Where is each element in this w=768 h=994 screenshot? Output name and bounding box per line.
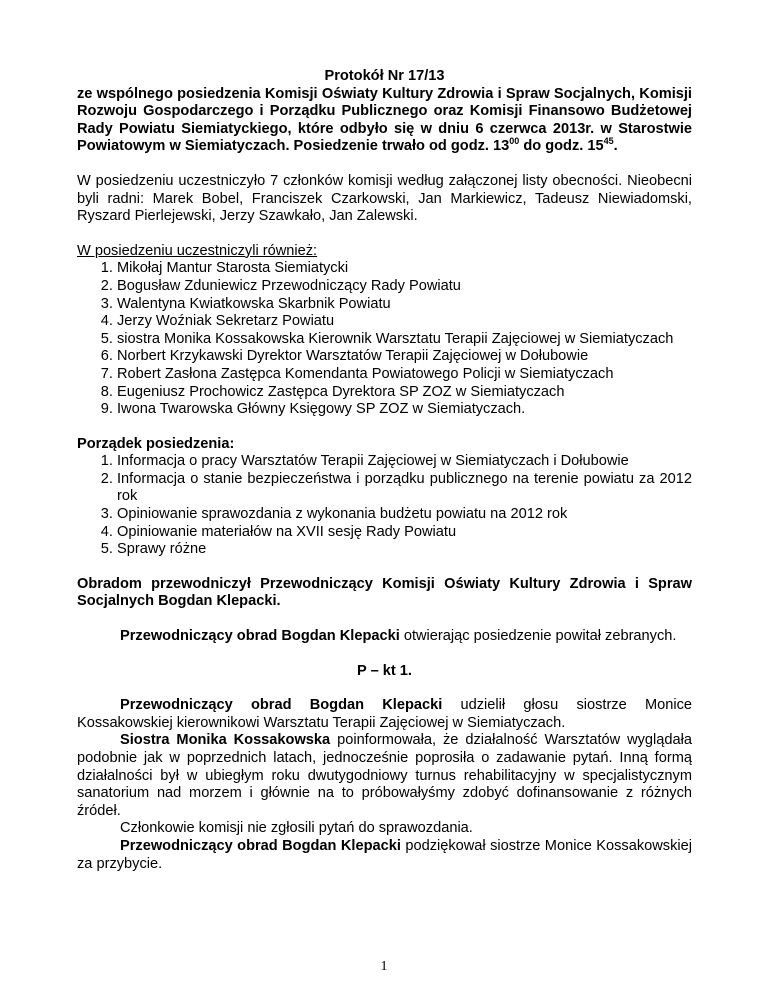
participant-item: 6. Norbert Krzykawski Dyrektor Warsztatów Terapii Zajęciowej w Dołubowie xyxy=(117,348,692,366)
p2-text: poinformowała, że działalność Warsztatów wyglądała podobnie jak w poprzednich latach, jednocześnie poprosiła o zadawanie pytań. Inną formą działalności był w ubiegłym roku dwutygodniowy turnus rehabilitacyjny w specjalistycznym sanatorium nad morzem i głównie na to próbowałyśmy zdobyć dofinansowanie z różnych źródeł. xyxy=(77,732,692,819)
p1-text: udzielił głosu siostrze Monice Kossakowskiej kierownikowi Warsztatu Terapii Zajęciowej w Siemiatyczach. xyxy=(77,697,692,731)
participants-heading: W posiedzeniu uczestniczyli również: xyxy=(77,242,318,259)
participants-list xyxy=(77,260,692,418)
heading-time2-sup: 45 xyxy=(603,136,614,147)
participant-item: 9. Iwona Twarowska Główny Księgowy SP ZOZ w Siemiatyczach. xyxy=(117,401,692,419)
point1-paragraph-3: Członkowie komisji nie zgłosili pytań do sprawozdania. xyxy=(120,820,473,837)
heading-mid: do godz. 15 xyxy=(519,138,604,155)
point1-paragraph-1 xyxy=(77,697,692,732)
agenda-item: 3. Opiniowanie sprawozdania z wykonania budżetu powiatu na 2012 rok xyxy=(117,506,692,524)
participant-item: 3. Walentyna Kwiatkowska Skarbnik Powiatu xyxy=(117,296,692,314)
chair-statement: Obradom przewodniczył Przewodniczący Komisji Oświaty Kultury Zdrowia i Spraw Socjalnych Bogdan Klepacki. xyxy=(77,575,692,610)
p4-speaker: Przewodniczący obrad Bogdan Klepacki xyxy=(120,837,401,854)
participant-item: 5. siostra Monika Kossakowska Kierownik Warsztatu Terapii Zajęciowej w Siemiatyczach xyxy=(117,331,692,349)
p2-speaker: Siostra Monika Kossakowska xyxy=(120,732,331,749)
agenda-item: 4. Opiniowanie materiałów na XVII sesję Rady Powiatu xyxy=(117,524,692,542)
participant-item: 7. Robert Zasłona Zastępca Komendanta Powiatowego Policji w Siemiatyczach xyxy=(117,366,692,384)
agenda-heading: Porządek posiedzenia: xyxy=(77,435,235,452)
heading-time1-sup: 00 xyxy=(509,136,520,147)
agenda-list xyxy=(77,453,692,559)
heading-main: ze wspólnego posiedzenia Komisji Oświaty Kultury Zdrowia i Spraw Socjalnych, Komisji Rozwoju Gospodarczego i Porządku Publicznego oraz Komisji Finansowo Budżetowej Rady Powiatu Siemiatyckiego, które odbyło się w dniu 6 czerwca 2013r. w Starostwie Powiatowym w Siemiatyczach. Posiedzenie trwało od godz. 13 xyxy=(77,85,692,155)
agenda-item: 2. Informacja o stanie bezpieczeństwa i porządku publicznego na terenie powiatu za 2012 rok xyxy=(117,471,692,506)
document-page xyxy=(77,68,692,873)
document-title: Protokół Nr 17/13 xyxy=(324,68,445,84)
agenda-item: 5. Sprawy różne xyxy=(117,541,692,559)
point1-paragraph-4 xyxy=(77,838,692,873)
participant-item: 2. Bogusław Zduniewicz Przewodniczący Rady Powiatu xyxy=(117,278,692,296)
opening-text: otwierając posiedzenie powitał zebranych. xyxy=(399,628,677,645)
participant-item: 8. Eugeniusz Prochowicz Zastępca Dyrektora SP ZOZ w Siemiatyczach xyxy=(117,384,692,402)
participant-item: 1. Mikołaj Mantur Starosta Siemiatycki xyxy=(117,260,692,278)
p1-speaker: Przewodniczący obrad Bogdan Klepacki xyxy=(120,697,443,714)
opening-speaker: Przewodniczący obrad Bogdan Klepacki xyxy=(120,628,400,645)
attendance-paragraph: W posiedzeniu uczestniczyło 7 członków komisji według załączonej listy obecności. Nieobecni byli radni: Marek Bobel, Franciszek Czarkowski, Jan Markiewicz, Tadeusz Niewiadomski, Ryszard Pierlejewski, Jerzy Szawkało, Jan Zalewski. xyxy=(77,172,692,225)
p4-text: podziękował siostrze Monice Kossakowskiej za przybycie. xyxy=(77,837,692,872)
point1-paragraph-2 xyxy=(77,732,692,820)
agenda-item: 1. Informacja o pracy Warsztatów Terapii Zajęciowej w Siemiatyczach i Dołubowie xyxy=(117,453,692,471)
heading-end: . xyxy=(613,138,618,155)
document-heading xyxy=(77,86,692,156)
page-number: 1 xyxy=(380,959,388,974)
point-heading: P – kt 1. xyxy=(357,662,412,679)
opening-paragraph xyxy=(77,628,692,646)
participant-item: 4. Jerzy Woźniak Sekretarz Powiatu xyxy=(117,313,692,331)
